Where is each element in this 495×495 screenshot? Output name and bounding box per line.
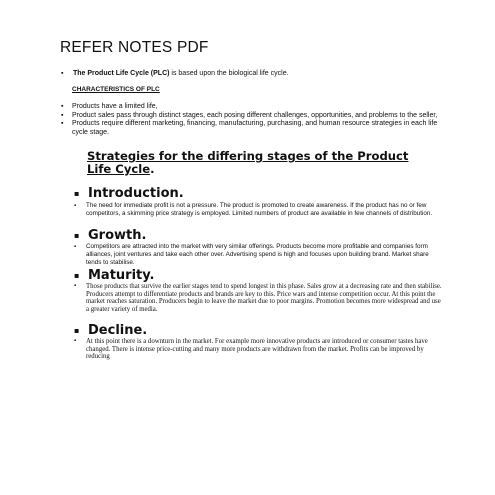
- section-heading-decline: ▪ Decline.: [74, 323, 148, 338]
- list-item: ▪ Products have a limited life,: [61, 103, 441, 112]
- strategies-title-suffix: .: [150, 162, 155, 176]
- section-heading-introduction: ▪ Introduction.: [74, 186, 184, 201]
- bullet-icon: ▪: [74, 203, 77, 209]
- characteristics-list: [61, 103, 441, 137]
- bullet-icon: ▪: [74, 271, 80, 280]
- section-text-introduction: ▪ The need for immediate profit is not a pressure. The product is promoted to create awareness. If the product has no or few competitors, a skimming price strategy is employed. Limited numbers of product are available in few channels of distribution.: [74, 202, 433, 217]
- section-text-maturity: ▪ Those products that survive the earlier stages tend to spend longest in this phase. Sales grow at a decreasing rate and then stabilise. Producers attempt to differentiate products and brands are key to this. Price wars and intense competition occur. At this point the market reaches saturation. Producers begin to leave the market due to poor margins. Promotion becomes more widespread and use a greater variety of media.: [74, 283, 442, 313]
- section-heading-growth: ▪ Growth.: [74, 228, 147, 243]
- bullet-icon: ▪: [74, 244, 77, 250]
- list-item: ▪ Product sales pass through distinct stages, each posing different challenges, opportunities, and problems to the seller,: [61, 112, 441, 121]
- section-text-growth: ▪ Competitors are attracted into the market with very similar offerings. Products become more profitable and companies form alliances, joint ventures and take each other over. Advertising spend is high and focuses upon building brand. Market share tends to stabilise.: [74, 243, 429, 266]
- bullet-icon: ▪: [74, 338, 77, 344]
- section-text-decline: ▪ At this point there is a downturn in the market. For example more innovative products are introduced or consumer tastes have changed. There is intense price-cutting and many more products are withdrawn from the market. Profits can be improved by reducing: [74, 338, 428, 361]
- plc-intro-rest: is based upon the biological life cycle.: [169, 70, 289, 77]
- bullet-icon: ▪: [74, 283, 77, 289]
- page-title: REFER NOTES PDF: [60, 39, 209, 56]
- bullet-icon: ▪: [61, 70, 64, 77]
- strategies-title: [87, 150, 417, 176]
- list-item: ▪ Products require different marketing, financing, manufacturing, purchasing, and human resource strategies in each life cycle stage.: [61, 120, 441, 137]
- bullet-icon: ▪: [74, 231, 80, 240]
- plc-intro-bold: The Product Life Cycle (PLC): [73, 70, 170, 77]
- plc-intro: [61, 69, 441, 78]
- section-heading-maturity: ▪ Maturity.: [74, 268, 155, 283]
- characteristics-title: CHARACTERISTICS OF PLC: [72, 86, 160, 93]
- bullet-icon: ▪: [74, 189, 80, 198]
- bullet-icon: ▪: [74, 326, 80, 335]
- strategies-title-text: Strategies for the differing stages of the Product Life Cycle: [87, 149, 409, 176]
